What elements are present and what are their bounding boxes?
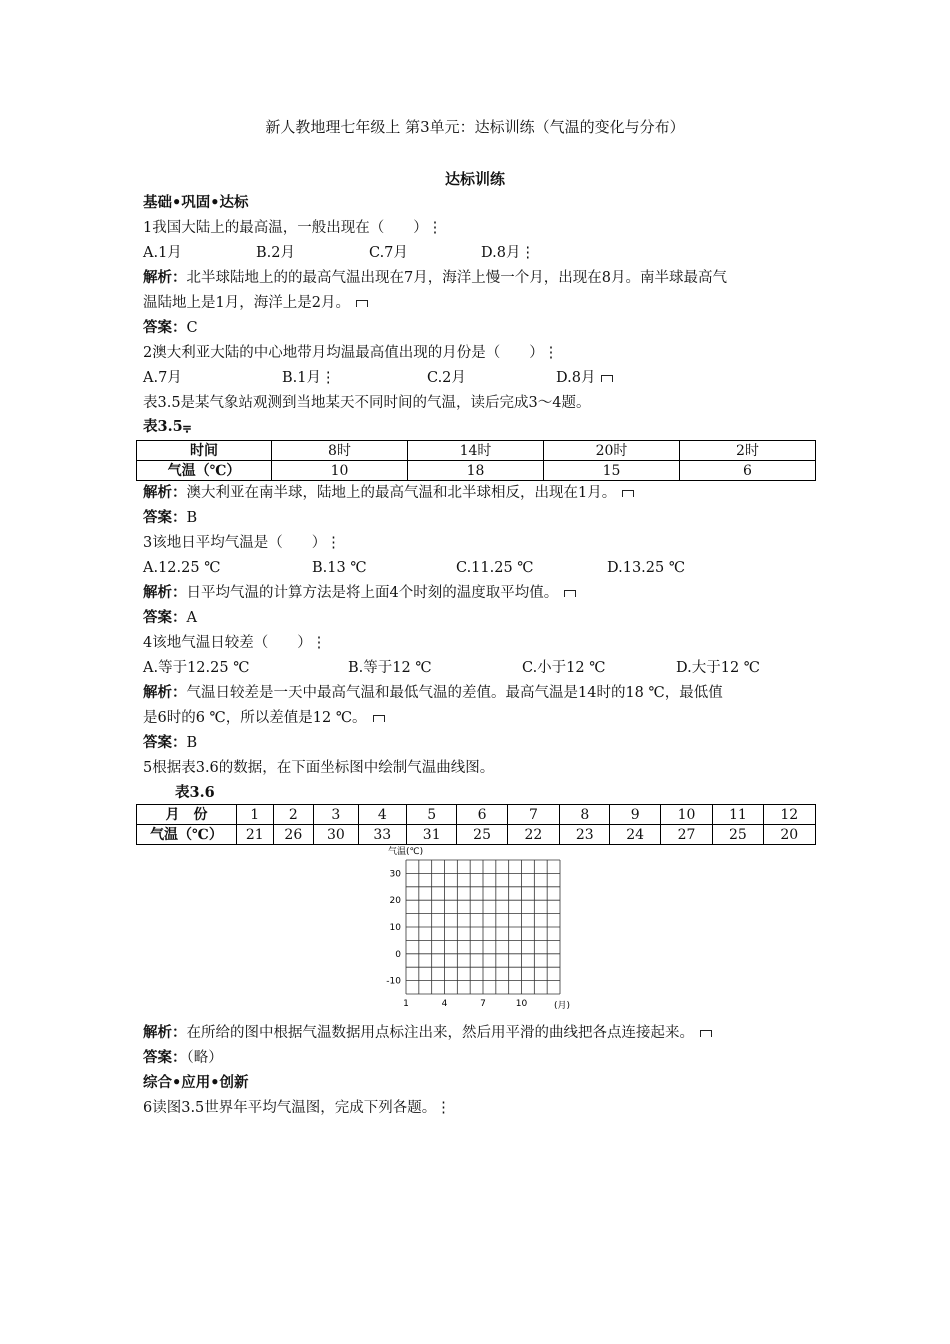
section-basic-heading: 基础•巩固•达标 [143,194,249,211]
table-cell: 15 [544,461,680,481]
table-3-5-caption: 表3.5⩦ [143,418,192,435]
table-cell: 26 [273,825,314,845]
q1-analysis-line2 [143,294,368,312]
table-cell: 气温（℃） [137,461,272,481]
q2-stem: 2澳大利亚大陆的中心地带月均温最高值出现的月份是（ ）⋮ [143,345,559,361]
table-cell: 21 [236,825,273,845]
q3-stem: 3该地日平均气温是（ ）⋮ [143,535,341,551]
q5-answer [143,1049,223,1067]
return-mark-icon [601,375,613,382]
q1-option-c: C.7月 [369,245,408,261]
q1-analysis-text1: 北半球陆地上的的最高气温出现在7月，海洋上慢一个月，出现在8月。南半球最高气 [186,270,727,286]
x-tick-label: 4 [441,999,448,1009]
q4-option-b: B.等于12 ℃ [348,660,432,676]
chart-grid [406,860,560,994]
q3-answer [143,609,197,627]
q5-analysis [143,1024,712,1042]
table-cell: 23 [560,825,610,845]
table-cell: 10 [272,461,408,481]
table-cell: 20 [763,825,815,845]
table-cell: 24 [610,825,660,845]
chart-x-ticks [403,999,527,1009]
q4-option-a: A.等于12.25 ℃ [143,660,250,676]
q4-answer [143,734,197,752]
x-tick-label: 10 [515,999,528,1009]
q2-option-b: B.1月⋮ [282,370,336,386]
table-cell: 4 [358,805,406,825]
q1-option-d: D.8月⋮ [481,245,535,261]
x-tick-label: 7 [480,999,486,1009]
q1-answer-label: 答案： [143,319,187,336]
section-comprehensive-heading: 综合•应用•创新 [143,1074,249,1091]
q5-answer-label: 答案： [143,1049,187,1066]
chart-y-axis-label: 气温(℃) [388,847,424,857]
q5-analysis-label: 解析： [143,1024,187,1041]
table-cell: 气温（℃） [137,825,237,845]
table-cell: 30 [314,825,358,845]
q2-option-c: C.2月 [427,370,466,386]
table-cell: 18 [408,461,544,481]
table-cell: 2 [273,805,314,825]
q2-answer [143,509,197,527]
table-cell: 22 [507,825,559,845]
table-cell: 12 [763,805,815,825]
q1-stem: 1我国大陆上的最高温，一般出现在（ ）⋮ [143,220,443,236]
q1-option-a: A.1月 [143,245,182,261]
q3-option-b: B.13 ℃ [312,560,367,576]
table-cell: 10 [660,805,712,825]
q2-analysis-label: 解析： [143,484,187,501]
q5-analysis-text: 在所给的图中根据气温数据用点标注出来，然后用平滑的曲线把各点连接起来。 [186,1025,694,1041]
table-row [137,461,816,481]
q5-answer-value: （略） [186,1050,223,1066]
table-cell: 6 [680,461,816,481]
q4-analysis-line2 [143,709,385,727]
q3-answer-label: 答案： [143,609,187,626]
y-tick-label: 0 [395,949,401,960]
q4-option-d: D.大于12 ℃ [676,660,760,676]
table-3-5 [136,440,816,481]
table-cell: 8 [560,805,610,825]
q1-analysis-text2: 温陆地上是1月，海洋上是2月。 [143,295,350,311]
q4-answer-value: B [186,735,198,751]
q5-stem: 5根据表3.6的数据，在下面坐标图中绘制气温曲线图。 [143,760,495,776]
y-tick-label: 10 [389,923,401,933]
q4-analysis-label: 解析： [143,684,187,701]
table-cell: 6 [457,805,507,825]
table-cell: 5 [407,805,457,825]
table-cell: 11 [713,805,763,825]
return-mark-icon [373,715,385,722]
q4-analysis-text2: 是6时的6 ℃，所以差值是12 ℃。 [143,710,367,726]
table-cell: 时间 [137,441,272,461]
q6-stem: 6读图3.5世界年平均气温图，完成下列各题。⋮ [143,1100,451,1116]
temperature-grid-chart [372,842,582,1010]
table-cell: 33 [358,825,406,845]
table-cell: 25 [457,825,507,845]
return-mark-icon [700,1030,712,1037]
table-cell: 20时 [544,441,680,461]
table-cell: 3 [314,805,358,825]
q3-answer-value: A [186,610,197,626]
return-mark-icon [622,490,634,497]
q4-analysis-text1: 气温日较差是一天中最高气温和最低气温的差值。最高气温是14时的18 ℃，最低值 [186,685,723,701]
table-cell: 27 [660,825,712,845]
table-cell: 31 [407,825,457,845]
q2-option-a: A.7月 [143,370,182,386]
document-title: 新人教地理七年级上 第3单元：达标训练（气温的变化与分布） [265,118,685,136]
q2-option-d-text: D.8月 [556,370,596,386]
table-cell: 9 [610,805,660,825]
chart-y-ticks [386,869,401,986]
q2-analysis-text: 澳大利亚在南半球，陆地上的最高气温和北半球相反，出现在1月。 [186,485,617,501]
q2-answer-label: 答案： [143,509,187,526]
q4-option-c: C.小于12 ℃ [522,660,606,676]
q1-analysis-line1 [143,269,727,287]
table-row [137,441,816,461]
return-mark-icon [356,300,368,307]
table-cell: 7 [507,805,559,825]
q4-analysis-line1 [143,684,723,702]
q2-intro: 表3.5是某气象站观测到当地某天不同时间的气温，读后完成3～4题。 [143,395,591,411]
table-cell: 1 [236,805,273,825]
table-row [137,805,816,825]
q3-analysis-text: 日平均气温的计算方法是将上面4个时刻的温度取平均值。 [186,585,559,601]
q4-answer-label: 答案： [143,734,187,751]
q3-option-d: D.13.25 ℃ [607,560,686,576]
q2-answer-value: B [186,510,198,526]
q2-analysis [143,484,634,502]
y-tick-label: 30 [389,869,401,880]
table-3-6-caption: 表3.6 [175,784,215,801]
q1-answer [143,319,198,337]
q3-analysis-label: 解析： [143,584,187,601]
section-subtitle: 达标训练 [444,170,505,188]
table-cell: 14时 [408,441,544,461]
table-cell: 8时 [272,441,408,461]
y-tick-label: 20 [389,896,401,907]
q2-option-d [556,369,613,387]
chart-x-axis-label: (月) [554,1001,571,1010]
q3-option-c: C.11.25 ℃ [456,560,534,576]
q1-option-b: B.2月 [256,245,295,261]
q3-option-a: A.12.25 ℃ [143,560,221,576]
x-tick-label: 1 [403,999,409,1009]
return-mark-icon [564,590,576,597]
q4-stem: 4该地气温日较差（ ）⋮ [143,635,327,651]
q1-analysis-label: 解析： [143,269,187,286]
q3-analysis [143,584,576,602]
table-cell: 25 [713,825,763,845]
table-cell: 2时 [680,441,816,461]
table-cell: 月 份 [137,805,237,825]
y-tick-label: -10 [386,976,401,987]
q1-answer-value: C [186,320,198,336]
table-3-6 [136,804,816,845]
